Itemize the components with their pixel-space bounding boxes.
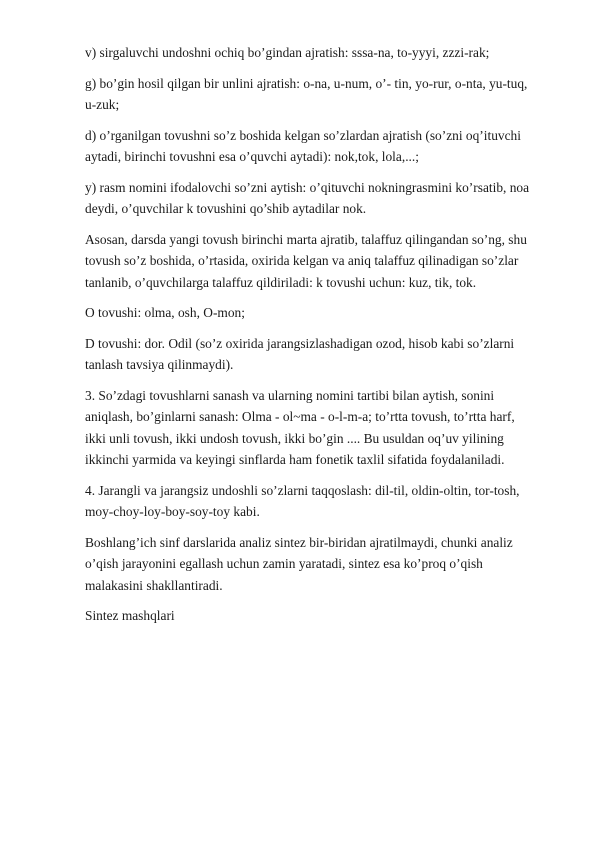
text-line: 3. So’zdagi tovushlarni sanash va ularning nomini tartibi bilan aytish, sonini: [85, 387, 495, 403]
text-line: moy-choy-loy-boy-soy-toy kabi.: [85, 504, 260, 519]
paragraph-boshlangich: [85, 532, 555, 597]
section-heading-sintez-mashqlari: [85, 605, 555, 627]
paragraph-g-bogin: [85, 73, 555, 116]
text-line: tanlanib, o’quvchilarga talaffuz qildiriladi: k tovushi uchun: kuz, tik, tok.: [85, 274, 477, 290]
text-line: Boshlang’ich sinf darslarida analiz sintez bir-biridan ajratilmaydi, chunki analiz: [85, 534, 513, 550]
text-line: ikkinchi yarmida va keyingi sinflarda ham fonetik taxlil sifatida foydalaniladi.: [85, 452, 505, 467]
text-line: u-zuk;: [85, 97, 120, 112]
paragraph-asosan: [85, 229, 555, 294]
text-line: D tovushi: dor. Odil (so’z oxirida jarangsizlashadigan ozod, hisob kabi so’zlarni: [85, 335, 515, 351]
text-line: 4. Jarangli va jarangsiz undoshli so’zlarni taqqoslash: dil-til, oldin-oltin, tor-tosh,: [85, 482, 520, 498]
text-line: v) sirgaluvchi undoshni ochiq bo’gindan ajratish: sssa-na, to-yyyi, zzzi-rak;: [85, 45, 490, 60]
text-line: Sintez mashqlari: [85, 608, 175, 623]
paragraph-4-jarangli: [85, 480, 555, 523]
text-line: o’qish jarayonini egallash uchun zamin yaratadi, sintez esa ko’proq o’qish: [85, 556, 483, 571]
text-line: aytadi, birinchi tovushni esa o’quvchi aytadi): nok,tok, lola,...;: [85, 149, 419, 164]
text-line: d) o’rganilgan tovushni so’z boshida kelgan so’zlardan ajratish (so’zni oq’ituvchi: [85, 127, 521, 143]
paragraph-v-sirgaluvchi: [85, 42, 555, 64]
paragraph-o-tovushi: [85, 302, 555, 324]
paragraph-d-organilgan: [85, 125, 555, 168]
text-line: aniqlash, bo’ginlarni sanash: Olma - ol~ma - o-l-m-a; to’rtta tovush, to’rtta harf,: [85, 409, 515, 424]
text-line: g) bo’gin hosil qilgan bir unlini ajratish: o-na, u-num, o’- tin, yo-rur, o-nta, yu-tuq,: [85, 75, 528, 91]
paragraph-d-tovushi: [85, 333, 555, 376]
text-line: y) rasm nomini ifodalovchi so’zni aytish: o’qituvchi nokningrasmini ko’rsatib, noa: [85, 179, 530, 195]
paragraph-y-rasm-nomini: [85, 177, 555, 220]
text-line: malakasini shakllantiradi.: [85, 577, 223, 593]
text-line: tovush so’z boshida, o’rtasida, oxirida kelgan va aniq talaffuz qilinadigan so’zlar: [85, 253, 519, 268]
text-line: deydi, o’quvchilar k tovushini qo’shib aytadilar nok.: [85, 201, 367, 216]
text-line: O tovushi: olma, osh, O-mon;: [85, 305, 245, 320]
text-line: tanlash tavsiya qilinmaydi).: [85, 357, 234, 372]
text-line: Asosan, darsda yangi tovush birinchi marta ajratib, talaffuz qilingandan so’ng, shu: [85, 231, 527, 247]
paragraph-3-tovushlarni-sanash: [85, 385, 555, 471]
document-body: [85, 42, 555, 636]
text-line: ikki unli tovush, ikki undosh tovush, ikki bo’gin .... Bu usuldan oq’uv yilining: [85, 430, 504, 446]
